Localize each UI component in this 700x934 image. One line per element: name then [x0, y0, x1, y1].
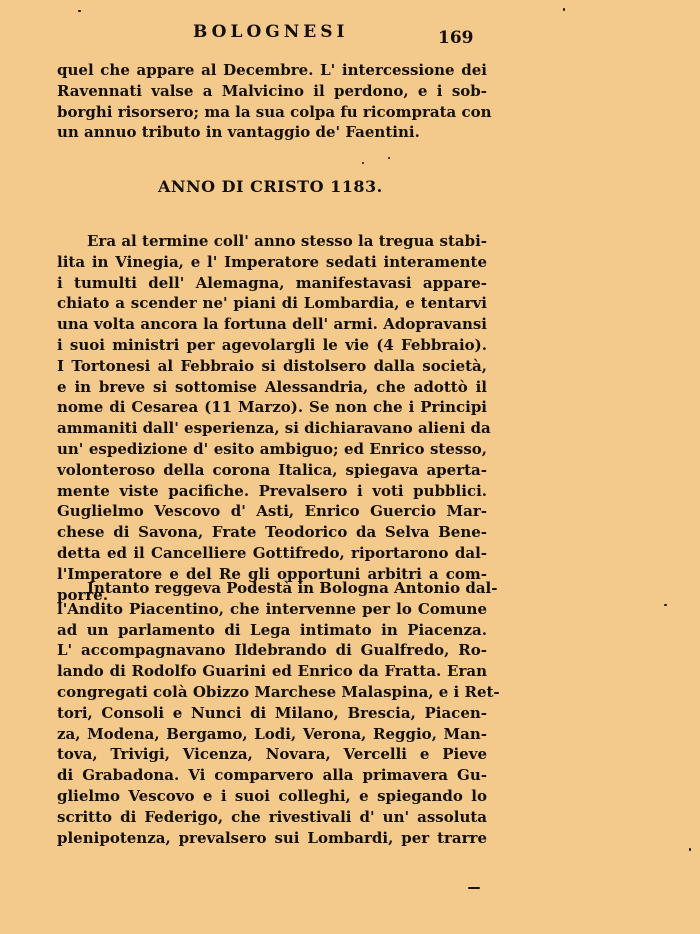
paragraph-1: [57, 231, 498, 605]
text-line: e in breve si sottomise Alessandria, che adottò il: [57, 377, 487, 396]
text-line: quel che appare al Decembre. L' intercessione dei: [57, 61, 487, 79]
text-line: congregati colà Obizzo Marchese Malaspina, e i Ret-: [57, 682, 500, 701]
text-line: chese di Savona, Frate Teodorico da Selva Bene-: [57, 523, 487, 542]
text-line: glielmo Vescovo e i suoi colleghi, e spiegando lo: [57, 786, 487, 805]
running-head: BOLOGNESI: [193, 22, 349, 42]
text-line: L' accompagnavano Ildebrando di Gualfredo, Ro-: [57, 641, 487, 660]
paper-speck: [468, 887, 480, 889]
text-line: za, Modena, Bergamo, Lodi, Verona, Reggio, Man-: [57, 724, 487, 743]
text-line: lita in Vinegia, e l' Imperatore sedati interamente: [57, 252, 487, 271]
paragraph-2: [57, 578, 500, 848]
text-line: ad un parlamento di Lega intimato in Piacenza.: [57, 620, 487, 639]
text-line: i suoi ministri per agevolargli le vie (4 Febbraio).: [57, 335, 487, 354]
page-number: 169: [438, 28, 474, 48]
text-line: detta ed il Cancelliere Gottifredo, riportarono dal-: [57, 543, 487, 562]
text-line: volonteroso della corona Italica, spiegava aperta-: [57, 460, 487, 479]
text-line: Era al termine coll' anno stesso la tregua stabi-: [87, 232, 487, 250]
paragraph-top: [57, 60, 492, 143]
text-line: plenipotenza, prevalsero sui Lombardi, per trarre: [57, 828, 487, 847]
paper-speck: [689, 848, 691, 851]
paper-speck: [362, 162, 364, 164]
text-line: ammaniti dall' esperienza, si dichiaravano alieni da: [57, 419, 491, 438]
text-line: di Grabadona. Vi comparvero alla primavera Gu-: [57, 766, 487, 785]
text-line: porre.: [57, 585, 109, 604]
paper-speck: [563, 8, 565, 11]
text-line: borghi risorsero; ma la sua colpa fu ricomprata con: [57, 102, 492, 121]
text-line: i tumulti dell' Alemagna, manifestavasi appare-: [57, 273, 487, 292]
text-line: l'Imperatore e del Re gli opportuni arbitri a com-: [57, 564, 487, 583]
text-line: nome di Cesarea (11 Marzo). Se non che i Principi: [57, 398, 487, 417]
text-line: un' espedizione d' esito ambiguo; ed Enrico stesso,: [57, 439, 487, 458]
text-line: Intanto reggeva Podestà in Bologna Antonio dal-: [87, 579, 498, 597]
text-line: Guglielmo Vescovo d' Asti, Enrico Guercio Mar-: [57, 502, 487, 521]
section-heading: ANNO DI CRISTO 1183.: [158, 177, 383, 196]
paper-speck: [664, 604, 667, 606]
text-line: lando di Rodolfo Guarini ed Enrico da Fratta. Eran: [57, 662, 487, 681]
text-line: I Tortonesi al Febbraio si distolsero dalla società,: [57, 356, 487, 375]
text-line: Ravennati valse a Malvicino il perdono, e i sob-: [57, 81, 487, 100]
text-line: tori, Consoli e Nunci di Milano, Brescia, Piacen-: [57, 703, 487, 722]
text-line: l'Andito Piacentino, che intervenne per lo Comune: [57, 599, 487, 618]
paper-speck: [78, 10, 81, 12]
text-line: scritto di Federigo, che rivestivali d' un' assoluta: [57, 807, 487, 826]
text-line: tova, Trivigi, Vicenza, Novara, Vercelli e Pieve: [57, 745, 487, 764]
paper-speck: [388, 157, 390, 159]
text-line: un annuo tributo in vantaggio de' Faentini.: [57, 123, 420, 142]
text-line: mente viste pacifiche. Prevalsero i voti pubblici.: [57, 481, 487, 500]
text-line: una volta ancora la fortuna dell' armi. Adopravansi: [57, 315, 487, 334]
text-line: chiato a scender ne' piani di Lombardia, e tentarvi: [57, 294, 487, 313]
